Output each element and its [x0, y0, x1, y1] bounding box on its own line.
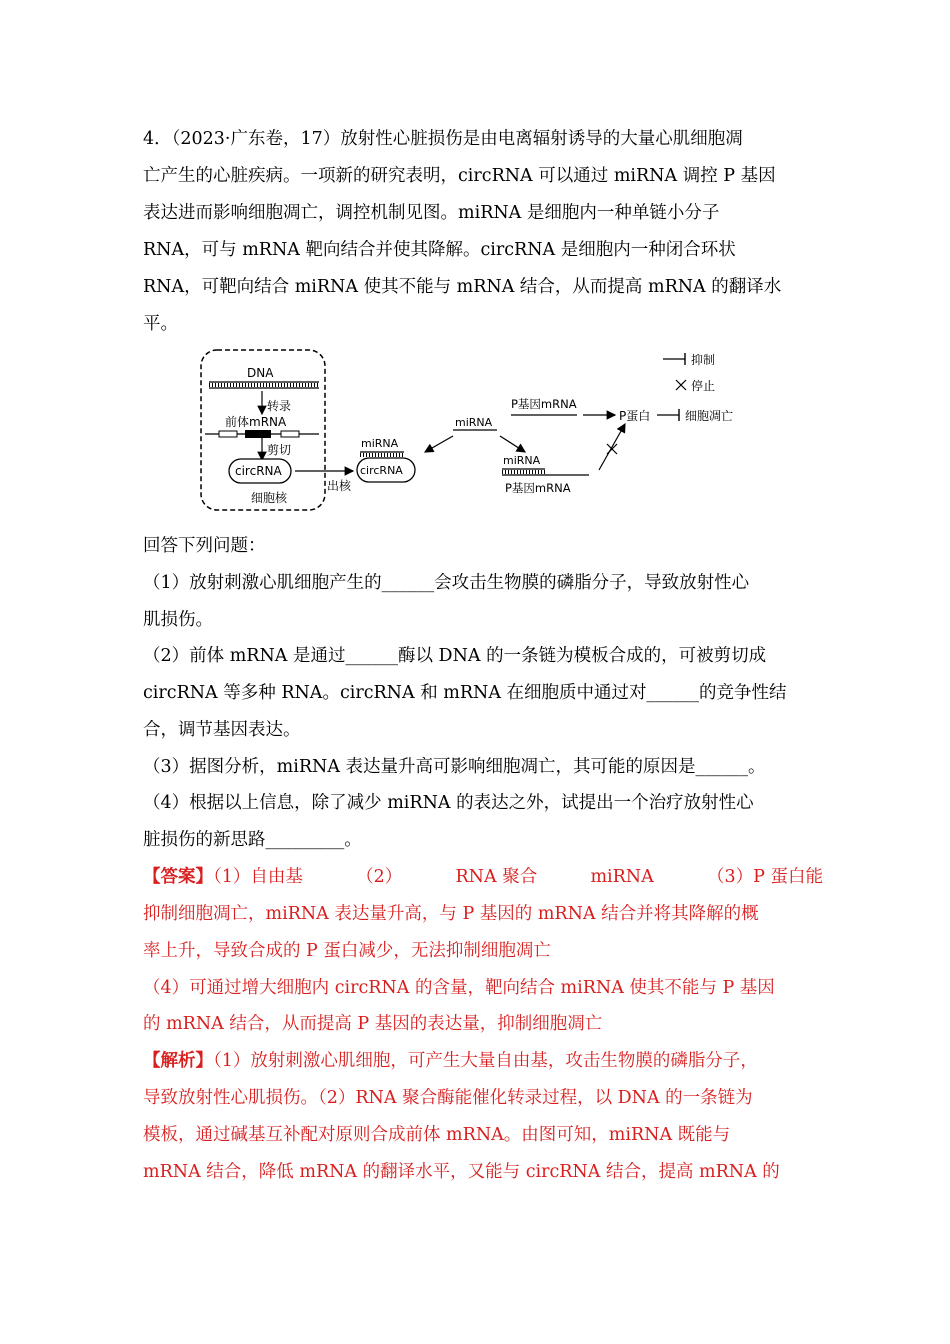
dna-label: DNA — [247, 366, 274, 380]
sub-question-line: （2）前体 mRNA 是通过______酶以 DNA 的一条链为模板合成的，可被剪切成 — [143, 646, 767, 666]
mirna-to-circrna-arrow — [425, 436, 453, 452]
legend-inhibit-icon — [663, 353, 685, 365]
analysis-tag: 【解析】 — [143, 1051, 213, 1071]
analysis-text: （1）放射刺激心肌细胞，可产生大量自由基，攻击生物膜的磷脂分子， — [213, 1051, 758, 1071]
legend-inhibit-label: 抑制 — [691, 353, 716, 367]
circrna-cytoplasm-label: circRNA — [360, 464, 403, 477]
answer-part: RNA 聚合 — [455, 867, 538, 887]
legend-stop-icon — [676, 380, 686, 390]
circrna-nucleus-label: circRNA — [235, 464, 282, 478]
answer-part: （3）P 蛋白能 — [707, 867, 823, 887]
sub-question-line: circRNA 等多种 RNA。circRNA 和 mRNA 在细胞质中通过对______的竞争性结 — [143, 683, 787, 703]
p-protein-label: P蛋白 — [619, 409, 651, 423]
answer-line: 抑制细胞凋亡，miRNA 表达量升高，与 P 基因的 mRNA 结合并将其降解的概 — [143, 904, 759, 924]
analysis-line: 模板，通过碱基互补配对原则合成前体 mRNA。由图可知，miRNA 既能与 — [143, 1125, 731, 1145]
inhibit-symbol — [657, 409, 679, 421]
export-label: 出核 — [327, 479, 352, 493]
answer-part: （1）自由基 — [213, 867, 303, 887]
answer-tag: 【答案】 — [143, 867, 213, 887]
mirna-circ-label: miRNA — [361, 437, 399, 450]
pre-mrna-label: 前体mRNA — [225, 415, 287, 429]
cut-label: 剪切 — [267, 443, 292, 457]
dna-double-strand — [209, 382, 319, 388]
apoptosis-label: 细胞凋亡 — [685, 409, 734, 423]
sub-question-line: 肌损伤。 — [143, 610, 213, 630]
answer-line: （4）可通过增大细胞内 circRNA 的含量，靶向结合 miRNA 使其不能与 P 基因 — [143, 978, 775, 998]
answer-part: miRNA — [590, 867, 654, 887]
sub-question-line: 合，调节基因表达。 — [143, 720, 301, 740]
answer-line: 率上升，导致合成的 P 蛋白减少，无法抑制细胞凋亡 — [143, 941, 551, 961]
pre-mrna-strand — [205, 430, 319, 438]
question-line: 平。 — [143, 314, 178, 334]
question-line: RNA，可与 mRNA 靶向结合并使其降解。circRNA 是细胞内一种闭合环状 — [143, 240, 736, 260]
sub-question-line: 脏损伤的新思路_________。 — [143, 830, 362, 850]
question-line: 4．（2023·广东卷，17）放射性心脏损伤是由电离辐射诱导的大量心肌细胞凋 — [143, 129, 743, 149]
mirna-on-circrna — [360, 452, 404, 455]
question-line: 亡产生的心脏疾病。一项新的研究表明，circRNA 可以通过 miRNA 调控 P 基因 — [143, 166, 776, 186]
p-gene-mrna-label-bottom: P基因mRNA — [505, 481, 571, 495]
analysis-line: 导致放射性心肌损伤。（2）RNA 聚合酶能催化转录过程，以 DNA 的一条链为 — [143, 1088, 753, 1108]
stop-cross-icon — [607, 444, 617, 454]
mirna-label: miRNA — [455, 416, 493, 429]
mirna-bound-label: miRNA — [503, 454, 541, 467]
question-line: RNA，可靶向结合 miRNA 使其不能与 mRNA 结合，从而提高 mRNA 的翻译水 — [143, 277, 782, 297]
answer-tag-and-part1 — [143, 864, 303, 890]
answer-line: 的 mRNA 结合，从而提高 P 基因的表达量，抑制细胞凋亡 — [143, 1014, 603, 1034]
answer-part: （2） — [356, 867, 403, 887]
p-gene-mrna-label-top: P基因mRNA — [511, 397, 577, 411]
regulation-diagram — [195, 344, 755, 522]
sub-questions-intro: 回答下列问题： — [143, 536, 266, 556]
analysis-first-line — [143, 1048, 823, 1074]
transcription-label: 转录 — [267, 399, 292, 413]
question-line: 表达进而影响细胞凋亡，调控机制见图。miRNA 是细胞内一种单链小分子 — [143, 203, 720, 223]
answer-first-line — [143, 864, 823, 890]
sub-question-line: （1）放射刺激心肌细胞产生的______会攻击生物膜的磷脂分子，导致放射性心 — [143, 573, 750, 593]
mirna-on-p-mrna — [502, 469, 545, 472]
nucleus-label: 细胞核 — [251, 491, 288, 505]
legend-stop-label: 停止 — [691, 379, 716, 393]
stopped-translation-arrow — [599, 424, 625, 470]
sub-question-line: （3）据图分析，miRNA 表达量升高可影响细胞凋亡，其可能的原因是______。 — [143, 757, 766, 777]
analysis-line: mRNA 结合，降低 mRNA 的翻译水平，又能与 circRNA 结合，提高 mRNA 的 — [143, 1162, 780, 1182]
mirna-to-mrna-arrow — [500, 436, 525, 452]
sub-question-line: （4）根据以上信息，除了减少 miRNA 的表达之外，试提出一个治疗放射性心 — [143, 793, 754, 813]
